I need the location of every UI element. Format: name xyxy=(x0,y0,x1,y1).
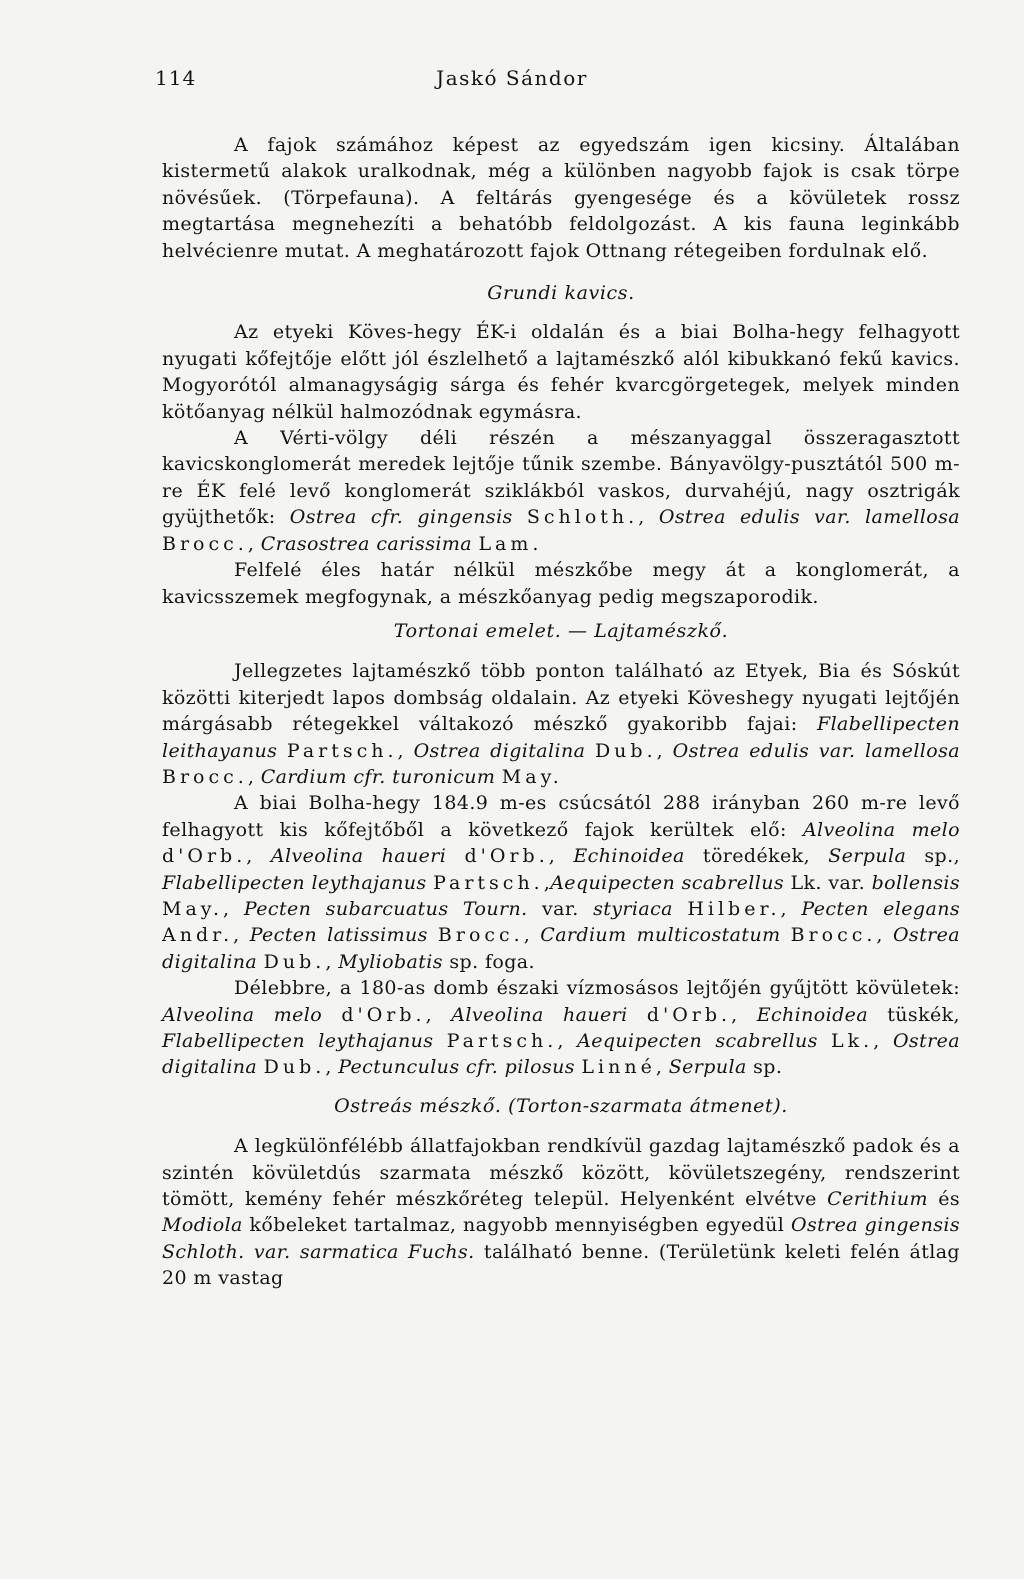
page-header xyxy=(0,66,1024,96)
paragraph-ostreas-meszko: A legkülönfélébb állatfajokban rendkívül gazdag lajtamészkő padok és a szintén kövületdús szarmata mészkő között, kövületszegény, rendszerint tömött, kemény fehér mészkőréteg települ. Helyenként elvétve Cerithium és Modiola kőbeleket tartalmaz, nagyobb mennyiségben egyedül Ostrea gingensis Schloth. var. sarmatica Fuchs. található benne. (Területünk keleti felén átlag 20 m vastag xyxy=(162,1135,960,1290)
paragraph-koves-hegy-gravel: Az etyeki Köves-hegy ÉK-i oldalán és a biai Bolha-hegy felhagyott nyugati kőfejtője előtt jól észlelhető a lajtamészkő alól kibukkanó fekű kavics. Mogyorótól almanagyságig sárga és fehér kvarcgörgetegek, melyek minden kötőanyag nélkül halmozódnak egymásra. xyxy=(162,321,960,423)
paragraph-verti-volgy-conglomerate: A Vérti-völgy déli részén a mészanyaggal összeragasztott kavicskonglomerát meredek lejtője tűnik szembe. Bányavölgy-pusztától 500 m-re ÉK felé levő konglomerát sziklákból vaskos, durvahéjú, nagy osztrigák gyüjthetők: Ostrea cfr. gingensis Schloth., Ostrea edulis var. lamellosa Brocc., Crasostrea carissima Lam. xyxy=(162,427,960,555)
page-body xyxy=(162,132,960,1292)
section-heading-tortonai-emelet: Tortonai emelet. — Lajtamészkő. xyxy=(393,619,729,642)
section-heading-ostreas-meszko: Ostreás mészkő. (Torton-szarmata átmenet). xyxy=(334,1094,788,1117)
paragraph-180-domb-fossils: Délebbre, a 180-as domb északi vízmosásos lejtőjén gyűjtött kövületek: Alveolina melo d'Orb., Alveolina haueri d'Orb., Echinoidea tüskék, Flabellipecten leythajanus Partsch., Aequipecten scabrellus Lk., Ostrea digitalina Dub., Pectunculus cfr. pilosus Linné, Serpula sp. xyxy=(162,977,960,1079)
paragraph-fauna-summary: A fajok számához képest az egyedszám igen kicsiny. Általában kistermetű alakok uralkodnak, még a különben nagyobb fajok is csak törpe növésűek. (Törpefauna). A feltárás gyengesége és a kövületek rossz megtartása megnehezíti a behatóbb feldolgozást. A kis fauna leginkább helvécienre mutat. A meghatározott fajok Ottnang rétegeiben fordulnak elő. xyxy=(162,134,960,262)
paragraph-lajtameszko-etyek: Jellegzetes lajtamészkő több ponton található az Etyek, Bia és Sóskút közötti kiterjedt lapos dombság oldalain. Az etyeki Köveshegy nyugati lejtőjén márgásabb rétegekkel váltakozó mészkő gyakoribb fajai: Flabellipecten leithayanus Partsch., Ostrea digitalina Dub., Ostrea edulis var. lamellosa Brocc., Cardium cfr. turonicum May. xyxy=(162,660,960,788)
page-number: 114 xyxy=(155,66,197,90)
paragraph-transition-limestone: Felfelé éles határ nélkül mészkőbe megy át a konglomerát, a kavicsszemek megfogynak, a mészkőanyag pedig megszaporodik. xyxy=(162,559,960,608)
paragraph-bolha-hegy-quarry: A biai Bolha-hegy 184.9 m-es csúcsától 288 irányban 260 m-re levő felhagyott kis kőfejtőből a következő fajok kerültek elő: Alveolina melo d'Orb., Alveolina haueri d'Orb., Echinoidea töredékek, Serpula sp., Flabellipecten leythajanus Partsch.,Aequipecten scabrellus Lk. var. bollensis May., Pecten subarcuatus Tourn. var. styriaca Hilber., Pecten elegans Andr., Pecten latissimus Brocc., Cardium multicostatum Brocc., Ostrea digitalina Dub., Myliobatis sp. foga. xyxy=(162,792,961,973)
running-head: Jaskó Sándor xyxy=(436,66,588,90)
section-heading-grundi-kavics: Grundi kavics. xyxy=(487,282,635,305)
